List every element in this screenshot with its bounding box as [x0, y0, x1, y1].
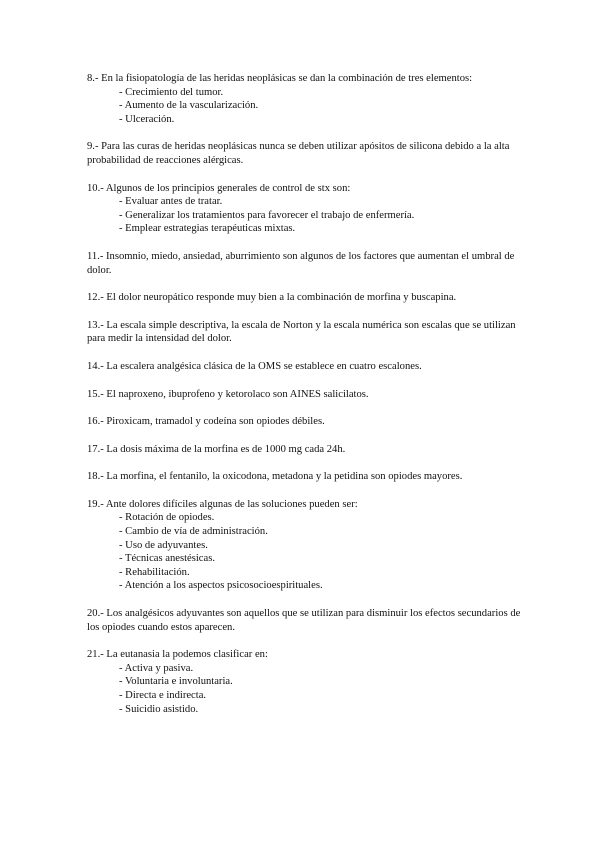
answer-item: - Atención a los aspectos psicosocioespirituales.: [119, 580, 323, 592]
answer-item: - Emplear estrategias terapéuticas mixtas.: [119, 223, 296, 235]
question-block: [87, 607, 527, 634]
answer-list: [87, 195, 527, 236]
question-text: 19.- Ante dolores difíciles algunas de las soluciones pueden ser:: [87, 498, 358, 510]
answer-item: - Rotación de opiodes.: [119, 512, 215, 524]
answer-item: - Activa y pasiva.: [119, 662, 194, 674]
question-text: 14.- La escalera analgésica clásica de la OMS se establece en cuatro escalones.: [87, 360, 422, 372]
question-text: 11.- Insomnio, miedo, ansiedad, aburrimiento son algunos de los factores que aumentan el umbral de dolor.: [87, 250, 515, 276]
question-text: 12.- El dolor neuropático responde muy bien a la combinación de morfina y buscapina.: [87, 292, 457, 304]
question-block: [87, 319, 527, 346]
question-block: [87, 291, 527, 305]
answer-item: - Uso de adyuvantes.: [119, 539, 208, 551]
answer-item: - Evaluar antes de tratar.: [119, 196, 223, 208]
answer-list: [87, 511, 527, 593]
question-text: 17.- La dosis máxima de la morfina es de 1000 mg cada 24h.: [87, 443, 346, 455]
answer-item: - Voluntaria e involuntaria.: [119, 676, 233, 688]
answer-item: - Directa e indirecta.: [119, 690, 207, 701]
question-block: [87, 415, 527, 429]
question-block: [87, 360, 527, 374]
question-block: [87, 72, 527, 126]
question-text: 13.- La escala simple descriptiva, la escala de Norton y la escala numérica son escalas que se utilizan para medir la intensidad del dolor.: [87, 319, 516, 345]
answer-item: - Rehabilitación.: [119, 566, 190, 578]
question-block: [87, 498, 527, 593]
answer-item: - Suicidio asistido.: [119, 703, 199, 715]
document-page: [87, 72, 527, 730]
question-block: [87, 250, 527, 277]
question-block: [87, 443, 527, 457]
question-block: [87, 648, 527, 716]
answer-item: - Cambio de vía de administración.: [119, 526, 268, 538]
question-text: 20.- Los analgésicos adyuvantes son aquellos que se utilizan para disminuir los efectos secundarios de los opiodes cuando estos aparecen.: [87, 608, 521, 633]
question-block: [87, 140, 527, 167]
answer-item: - Generalizar los tratamientos para favorecer el trabajo de enfermería.: [119, 209, 415, 221]
question-text: 18.- La morfina, el fentanilo, la oxicodona, metadona y la petidina son opiodes mayores.: [87, 471, 463, 483]
question-block: [87, 388, 527, 402]
answer-list: [87, 662, 527, 716]
question-block: [87, 182, 527, 236]
question-text: 10.- Algunos de los principios generales de control de stx son:: [87, 182, 351, 194]
answer-item: - Crecimiento del tumor.: [119, 86, 224, 98]
question-text: 21.- La eutanasia la podemos clasificar en:: [87, 649, 268, 661]
answer-list: [87, 86, 527, 127]
question-block: [87, 470, 527, 484]
answer-item: - Técnicas anestésicas.: [119, 553, 215, 565]
answer-item: - Ulceración.: [119, 113, 175, 125]
answer-item: - Aumento de la vascularización.: [119, 100, 259, 112]
question-text: 15.- El naproxeno, ibuprofeno y ketorolaco son AINES salicilatos.: [87, 388, 369, 400]
question-text: 8.- En la fisiopatología de las heridas neoplásicas se dan la combinación de tres elementos:: [87, 73, 473, 84]
question-text: 16.- Piroxicam, tramadol y codeína son opiodes débiles.: [87, 416, 325, 428]
question-text: 9.- Para las curas de heridas neoplásicas nunca se deben utilizar apósitos de silicona debido a la alta probabilidad de reacciones alérgicas.: [87, 141, 510, 166]
